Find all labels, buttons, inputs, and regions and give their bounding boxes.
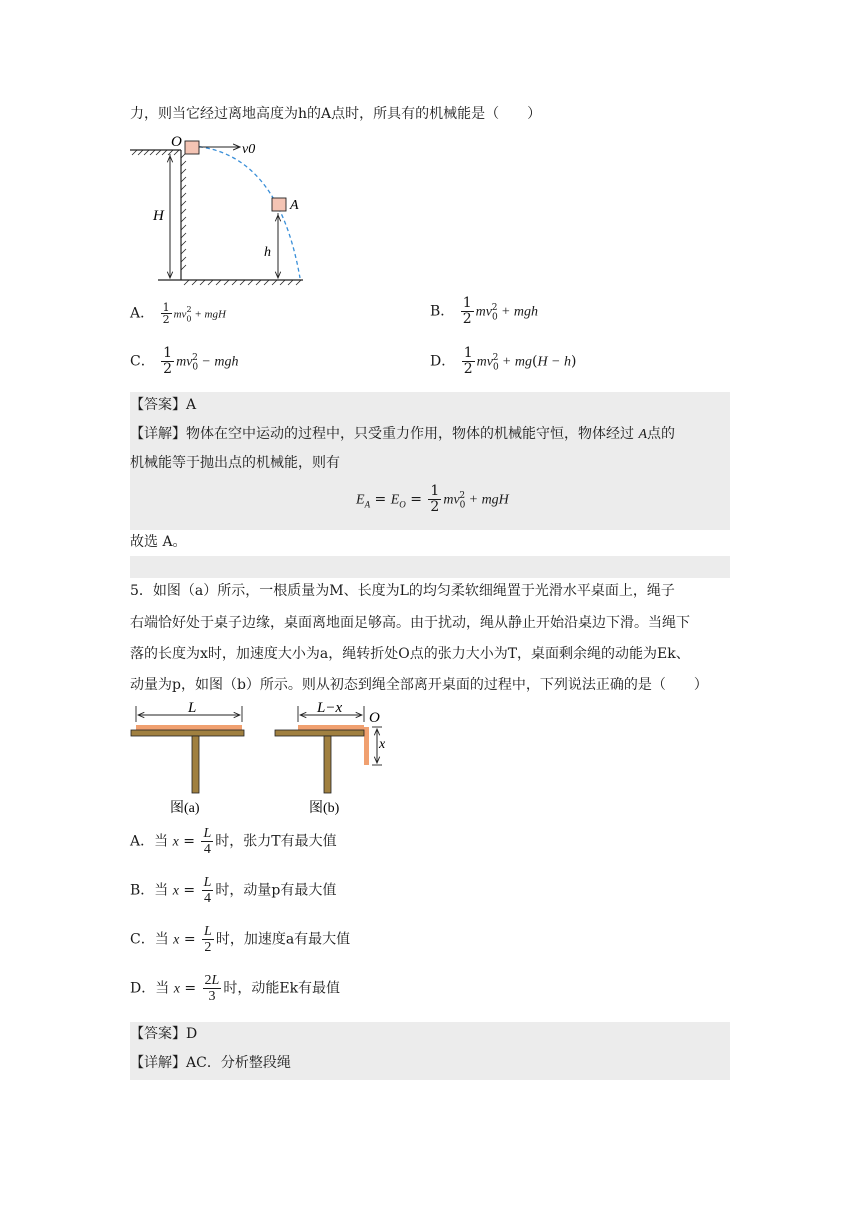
q4-formula: $E_A = E_O$ = $\frac{1}{2}$ $mv_0^2$ + mgH (356, 483, 509, 515)
q4-option-d[interactable]: D． $\frac{1}{2}$ $mv_0^2 + mg(H - h)$ (430, 345, 577, 377)
label-h: h (264, 245, 271, 260)
q4-detail-line2: 机械能等于抛出点的机械能，则有 (130, 455, 340, 471)
q4-option-a[interactable]: A． $\frac{1}{2}$ $mv_0^2$ + mgH (130, 301, 226, 326)
q5-figure-b (272, 698, 397, 818)
q5-figure-a (128, 698, 253, 818)
q5-option-d[interactable]: D．当 x = $\frac{2L}{3}$ 时，动能Ek有最值 (130, 973, 341, 1004)
q4-detail-line1: 【详解】物体在空中运动的过程中，只受重力作用，物体的机械能守恒，物体经过 A点的 (130, 426, 676, 442)
label-x: x (379, 737, 386, 752)
q5-answer: 【答案】D (130, 1026, 198, 1042)
q4-panel-tail (130, 556, 730, 578)
q5-option-b[interactable]: B．当 x = $\frac{L}{4}$ 时，动量p有最大值 (130, 875, 337, 906)
label-O: O (171, 134, 182, 150)
q4-option-b[interactable]: B． $\frac{1}{2}$ $mv_0^2$ + mgh (430, 295, 539, 327)
q4-projectile-figure (128, 132, 318, 287)
q5-option-c[interactable]: C．当 x = $\frac{L}{2}$ 时，加速度a有最大值 (130, 924, 351, 955)
label-L-x: L−x (317, 700, 343, 716)
q5-stem-line1: 5．如图（a）所示，一根质量为M、长度为L的均匀柔软细绳置于光滑水平桌面上，绳子 (130, 583, 675, 599)
q5-detail: 【详解】AC．分析整段绳 (130, 1055, 291, 1071)
label-H: H (153, 208, 164, 224)
q4-answer: 【答案】A (130, 397, 197, 413)
label-O-b: O (369, 710, 380, 726)
q5-stem-line2: 右端恰好处于桌子边缘，桌面离地面足够高。由于扰动，绳从静止开始沿桌边下滑。当绳下 (130, 615, 690, 631)
q4-stem: 力，则当它经过离地高度为h的A点时，所具有的机械能是（ ） (130, 106, 542, 122)
label-L: L (188, 700, 197, 716)
label-v0: v0 (242, 142, 256, 157)
q5-option-a[interactable]: A．当 x = $\frac{L}{4}$ 时，张力T有最大值 (130, 826, 337, 857)
q5-stem-line3: 落的长度为x时，加速度大小为a，绳转折处O点的张力大小为T，桌面剩余绳的动能为Ek、 (130, 646, 690, 662)
q4-conclusion: 故选 A。 (130, 534, 187, 550)
q4-option-c[interactable]: C． $\frac{1}{2}$ $mv_0^2$ − mgh (130, 345, 239, 377)
q5-stem-line4: 动量为p，如图（b）所示。则从初态到绳全部离开桌面的过程中，下列说法正确的是（ ） (130, 677, 708, 693)
caption-a: 图(a) (170, 801, 200, 816)
label-A: A (290, 198, 299, 213)
caption-b: 图(b) (309, 801, 340, 816)
